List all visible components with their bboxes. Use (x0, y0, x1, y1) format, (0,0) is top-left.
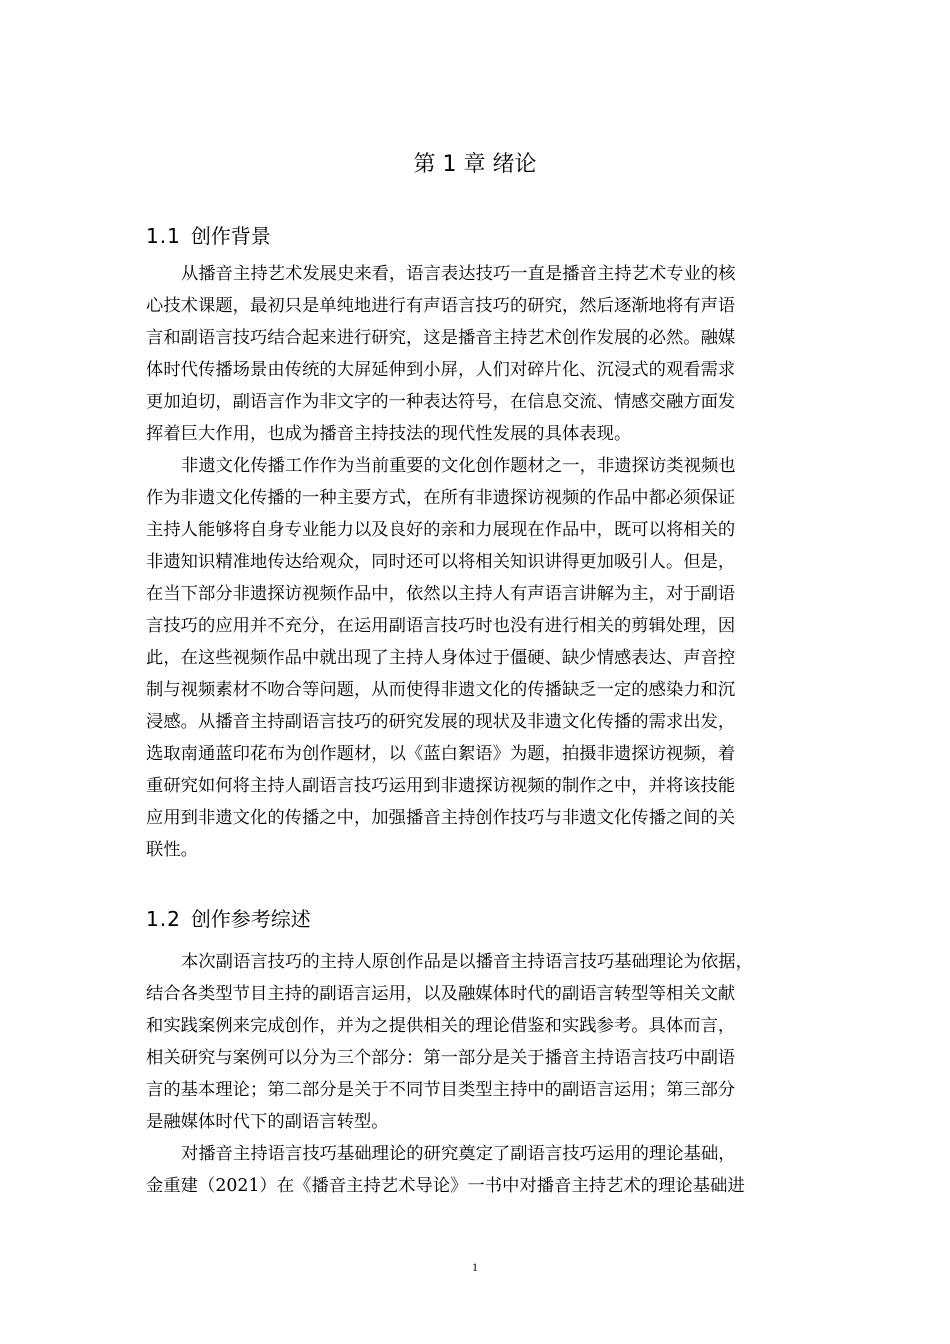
paragraph-line: 浸感。从播音主持副语言技巧的研究发展的现状及非遗文化传播的需求出发， (146, 712, 736, 732)
paragraph-line: 结合各类型节目主持的副语言运用，以及融媒体时代的副语言转型等相关文献 (146, 984, 736, 1004)
paragraph-line: 相关研究与案例可以分为三个部分：第一部分是关于播音主持语言技巧中副语 (146, 1048, 736, 1068)
paragraph-line: 此，在这些视频作品中就出现了主持人身体过于僵硬、缺少情感表达、声音控 (146, 648, 736, 668)
paragraph-line: 言的基本理论；第二部分是关于不同节目类型主持中的副语言运用；第三部分 (146, 1080, 736, 1100)
paragraph-line: 重研究如何将主持人副语言技巧运用到非遗探访视频的制作之中，并将该技能 (146, 776, 736, 796)
paragraph-line: 言技巧的应用并不充分，在运用副语言技巧时也没有进行相关的剪辑处理，因 (146, 616, 736, 636)
section-number: 1.1 (146, 224, 181, 248)
paragraph-line: 更加迫切，副语言作为非文字的一种表达符号，在信息交流、情感交融方面发 (146, 392, 736, 412)
paragraph-line: 非遗文化传播工作作为当前重要的文化创作题材之一，非遗探访类视频也 (181, 456, 736, 476)
paragraph-line: 作为非遗文化传播的一种主要方式，在所有非遗探访视频的作品中都必须保证 (146, 488, 736, 508)
section-heading-1-2 (146, 904, 806, 934)
paragraph-line: 和实践案例来完成创作，并为之提供相关的理论借鉴和实践参考。具体而言， (146, 1016, 736, 1036)
paragraph (146, 1138, 810, 1202)
paragraph-line: 言和副语言技巧结合起来进行研究，这是播音主持艺术创作发展的必然。融媒 (146, 328, 736, 348)
section-heading-1-1 (146, 221, 806, 251)
paragraph (146, 946, 810, 1138)
section-1-2-body (146, 946, 810, 1202)
paragraph-line: 金重建（2021）在《播音主持艺术导论》一书中对播音主持艺术的理论基础进 (146, 1176, 745, 1196)
paragraph-line: 在当下部分非遗探访视频作品中，依然以主持人有声语言讲解为主，对于副语 (146, 584, 736, 604)
paragraph-line: 心技术课题，最初只是单纯地进行有声语言技巧的研究，然后逐渐地将有声语 (146, 296, 736, 316)
paragraph (146, 258, 810, 450)
section-title: 创作背景 (190, 224, 271, 248)
paragraph-line: 从播音主持艺术发展史来看，语言表达技巧一直是播音主持艺术专业的核 (181, 264, 736, 284)
section-1-1-body (146, 258, 810, 866)
paragraph-line: 本次副语言技巧的主持人原创作品是以播音主持语言技巧基础理论为依据， (181, 952, 753, 972)
section-title: 创作参考综述 (190, 907, 311, 931)
paragraph-line: 选取南通蓝印花布为创作题材，以《蓝白絮语》为题，拍摄非遗探访视频，着 (146, 744, 736, 764)
paragraph-line: 主持人能够将自身专业能力以及良好的亲和力展现在作品中，既可以将相关的 (146, 520, 736, 540)
paragraph (146, 450, 810, 866)
paragraph-line: 对播音主持语言技巧基础理论的研究奠定了副语言技巧运用的理论基础， (181, 1144, 736, 1164)
paragraph-line: 非遗知识精准地传达给观众，同时还可以将相关知识讲得更加吸引人。但是， (146, 552, 736, 572)
paragraph-line: 应用到非遗文化的传播之中，加强播音主持创作技巧与非遗文化传播之间的关 (146, 808, 736, 828)
chapter-title: 第 1 章 绪论 (413, 152, 537, 177)
page-number: 1 (472, 1260, 478, 1274)
paragraph-line: 联性。 (146, 840, 198, 860)
paragraph-line: 是融媒体时代下的副语言转型。 (146, 1112, 389, 1132)
paragraph-line: 挥着巨大作用，也成为播音主持技法的现代性发展的具体表现。 (146, 424, 632, 444)
section-number: 1.2 (146, 907, 181, 931)
paragraph-line: 制与视频素材不吻合等问题，从而使得非遗文化的传播缺乏一定的感染力和沉 (146, 680, 736, 700)
paragraph-line: 体时代传播场景由传统的大屏延伸到小屏，人们对碎片化、沉浸式的观看需求 (146, 360, 736, 380)
